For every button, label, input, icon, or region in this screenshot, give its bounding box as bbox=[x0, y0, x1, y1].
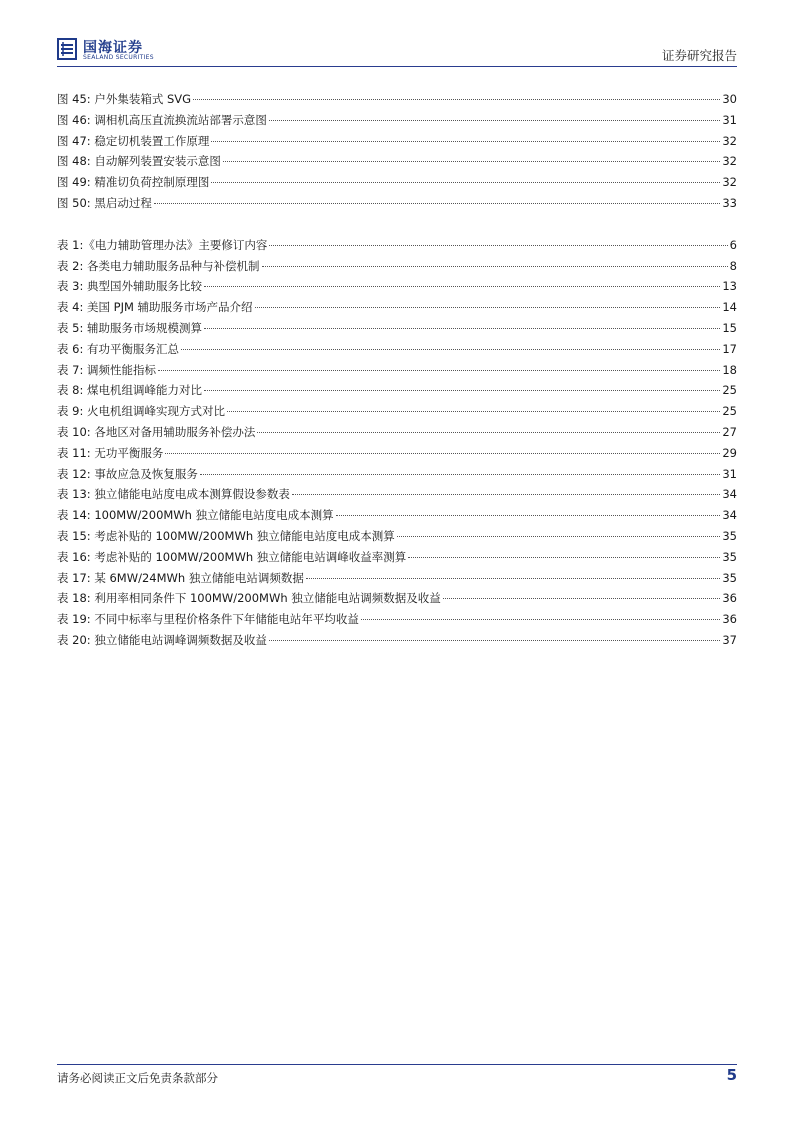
toc-leader-dots bbox=[336, 515, 721, 516]
toc-entry-label: 表 14: 100MW/200MWh 独立储能电站度电成本测算 bbox=[57, 508, 334, 523]
toc-table-entry[interactable] bbox=[57, 466, 737, 487]
toc-entry-label: 表 3: 典型国外辅助服务比较 bbox=[57, 279, 203, 294]
toc-figure-entry[interactable] bbox=[57, 133, 737, 154]
toc-figure-entry[interactable] bbox=[57, 195, 737, 216]
toc-table-entry[interactable] bbox=[57, 362, 737, 383]
toc-entry-page: 35 bbox=[722, 528, 737, 543]
toc-entry-page: 29 bbox=[722, 445, 737, 460]
toc-entry-label: 表 18: 利用率相同条件下 100MW/200MWh 独立储能电站调频数据及收益 bbox=[57, 591, 441, 606]
toc-entry-label: 表 17: 某 6MW/24MWh 独立储能电站调频数据 bbox=[57, 570, 304, 585]
toc-entry-label: 图 46: 调相机高压直流换流站部署示意图 bbox=[57, 112, 267, 127]
toc-leader-dots bbox=[211, 141, 720, 142]
toc-leader-dots bbox=[193, 99, 720, 100]
toc-entry-page: 27 bbox=[722, 424, 737, 439]
toc-leader-dots bbox=[227, 411, 720, 412]
toc-entry-label: 表 11: 无功平衡服务 bbox=[57, 445, 164, 460]
toc-figure-entry[interactable] bbox=[57, 112, 737, 133]
report-type-title: 证券研究报告 bbox=[661, 48, 737, 63]
toc-entry-page: 8 bbox=[729, 258, 737, 273]
toc-leader-dots bbox=[292, 494, 721, 495]
toc-entry-page: 32 bbox=[722, 175, 737, 190]
toc-table-entry[interactable] bbox=[57, 445, 737, 466]
toc-entry-page: 14 bbox=[722, 300, 737, 315]
toc-entry-label: 图 45: 户外集装箱式 SVG bbox=[57, 92, 192, 106]
toc-table-entry[interactable] bbox=[57, 486, 737, 507]
toc-entry-page: 35 bbox=[722, 549, 737, 564]
page-header bbox=[57, 36, 737, 66]
table-list bbox=[57, 237, 737, 653]
toc-entry-label: 表 12: 事故应急及恢复服务 bbox=[57, 466, 198, 481]
toc-entry-page: 17 bbox=[722, 341, 737, 356]
toc-leader-dots bbox=[204, 328, 720, 329]
toc-leader-dots bbox=[397, 536, 721, 537]
toc-leader-dots bbox=[443, 598, 721, 599]
toc-table-entry[interactable] bbox=[57, 403, 737, 424]
toc-entry-label: 图 47: 稳定切机装置工作原理 bbox=[57, 133, 210, 148]
toc-entry-label: 表 15: 考虑补贴的 100MW/200MWh 独立储能电站度电成本测算 bbox=[57, 528, 395, 543]
toc-leader-dots bbox=[269, 245, 727, 246]
header-divider bbox=[57, 66, 737, 67]
toc-entry-label: 表 20: 独立储能电站调峰调频数据及收益 bbox=[57, 632, 267, 647]
toc-leader-dots bbox=[204, 286, 720, 287]
toc-entry-label: 表 19: 不同中标率与里程价格条件下年储能电站年平均收益 bbox=[57, 612, 359, 627]
toc-figure-entry[interactable] bbox=[57, 91, 737, 112]
toc-leader-dots bbox=[200, 474, 721, 475]
toc-table-entry[interactable] bbox=[57, 382, 737, 403]
toc-entry-label: 表 2: 各类电力辅助服务品种与补偿机制 bbox=[57, 258, 260, 273]
table-of-contents bbox=[57, 91, 737, 653]
toc-entry-label: 表 4: 美国 PJM 辅助服务市场产品介绍 bbox=[57, 300, 253, 315]
toc-entry-label: 图 50: 黑启动过程 bbox=[57, 195, 152, 210]
toc-entry-page: 32 bbox=[722, 154, 737, 169]
company-logo bbox=[57, 36, 207, 64]
list-spacer bbox=[57, 216, 737, 237]
toc-table-entry[interactable] bbox=[57, 424, 737, 445]
toc-figure-entry[interactable] bbox=[57, 174, 737, 195]
toc-entry-page: 25 bbox=[722, 404, 737, 419]
toc-entry-label: 表 9: 火电机组调峰实现方式对比 bbox=[57, 404, 226, 419]
toc-entry-page: 34 bbox=[722, 508, 737, 523]
toc-leader-dots bbox=[204, 390, 720, 391]
toc-entry-label: 表 16: 考虑补贴的 100MW/200MWh 独立储能电站调峰收益率测算 bbox=[57, 549, 407, 564]
toc-leader-dots bbox=[361, 619, 721, 620]
logo-text-cn: 国海证券 bbox=[83, 40, 143, 56]
toc-table-entry[interactable] bbox=[57, 507, 737, 528]
toc-table-entry[interactable] bbox=[57, 258, 737, 279]
toc-leader-dots bbox=[165, 453, 720, 454]
toc-figure-entry[interactable] bbox=[57, 153, 737, 174]
toc-table-entry[interactable] bbox=[57, 278, 737, 299]
toc-leader-dots bbox=[269, 640, 721, 641]
toc-leader-dots bbox=[158, 370, 720, 371]
toc-leader-dots bbox=[255, 307, 721, 308]
toc-table-entry[interactable] bbox=[57, 590, 737, 611]
toc-table-entry[interactable] bbox=[57, 611, 737, 632]
toc-entry-page: 36 bbox=[722, 591, 737, 606]
toc-entry-label: 图 49: 精准切负荷控制原理图 bbox=[57, 175, 210, 190]
toc-entry-label: 表 6: 有功平衡服务汇总 bbox=[57, 341, 180, 356]
sealand-logo-icon bbox=[57, 38, 77, 60]
toc-entry-page: 30 bbox=[722, 92, 737, 106]
toc-entry-page: 36 bbox=[722, 612, 737, 627]
toc-leader-dots bbox=[408, 557, 720, 558]
toc-entry-page: 18 bbox=[722, 362, 737, 377]
toc-leader-dots bbox=[211, 182, 720, 183]
toc-table-entry[interactable] bbox=[57, 528, 737, 549]
toc-table-entry[interactable] bbox=[57, 320, 737, 341]
footer-divider bbox=[57, 1064, 737, 1065]
footer-disclaimer: 请务必阅读正文后免责条款部分 bbox=[57, 1071, 218, 1085]
toc-leader-dots bbox=[262, 266, 728, 267]
toc-leader-dots bbox=[257, 432, 720, 433]
toc-entry-label: 表 5: 辅助服务市场规模测算 bbox=[57, 320, 203, 335]
logo-text-en: SEALAND SECURITIES bbox=[83, 54, 154, 61]
toc-table-entry[interactable] bbox=[57, 299, 737, 320]
toc-table-entry[interactable] bbox=[57, 237, 737, 258]
toc-entry-page: 33 bbox=[722, 195, 737, 210]
toc-entry-page: 31 bbox=[722, 112, 737, 127]
toc-table-entry[interactable] bbox=[57, 570, 737, 591]
toc-entry-label: 图 48: 自动解列装置安装示意图 bbox=[57, 154, 221, 169]
toc-entry-page: 31 bbox=[722, 466, 737, 481]
toc-entry-page: 32 bbox=[722, 133, 737, 148]
toc-leader-dots bbox=[269, 120, 721, 121]
toc-entry-label: 表 8: 煤电机组调峰能力对比 bbox=[57, 383, 203, 398]
toc-entry-label: 表 1:《电力辅助管理办法》主要修订内容 bbox=[57, 237, 268, 252]
page-number: 5 bbox=[726, 1066, 737, 1084]
toc-entry-page: 6 bbox=[729, 237, 737, 252]
toc-table-entry[interactable] bbox=[57, 632, 737, 653]
toc-entry-page: 37 bbox=[722, 632, 737, 647]
toc-leader-dots bbox=[154, 203, 721, 204]
toc-entry-page: 25 bbox=[722, 383, 737, 398]
toc-leader-dots bbox=[223, 161, 721, 162]
toc-leader-dots bbox=[306, 578, 721, 579]
toc-entry-page: 13 bbox=[722, 279, 737, 294]
toc-entry-page: 15 bbox=[722, 320, 737, 335]
toc-table-entry[interactable] bbox=[57, 549, 737, 570]
toc-leader-dots bbox=[181, 349, 720, 350]
toc-entry-label: 表 13: 独立储能电站度电成本测算假设参数表 bbox=[57, 487, 290, 502]
toc-table-entry[interactable] bbox=[57, 341, 737, 362]
toc-entry-page: 34 bbox=[722, 487, 737, 502]
figure-list bbox=[57, 91, 737, 216]
toc-entry-label: 表 7: 调频性能指标 bbox=[57, 362, 157, 377]
toc-entry-label: 表 10: 各地区对备用辅助服务补偿办法 bbox=[57, 424, 256, 439]
toc-entry-page: 35 bbox=[722, 570, 737, 585]
